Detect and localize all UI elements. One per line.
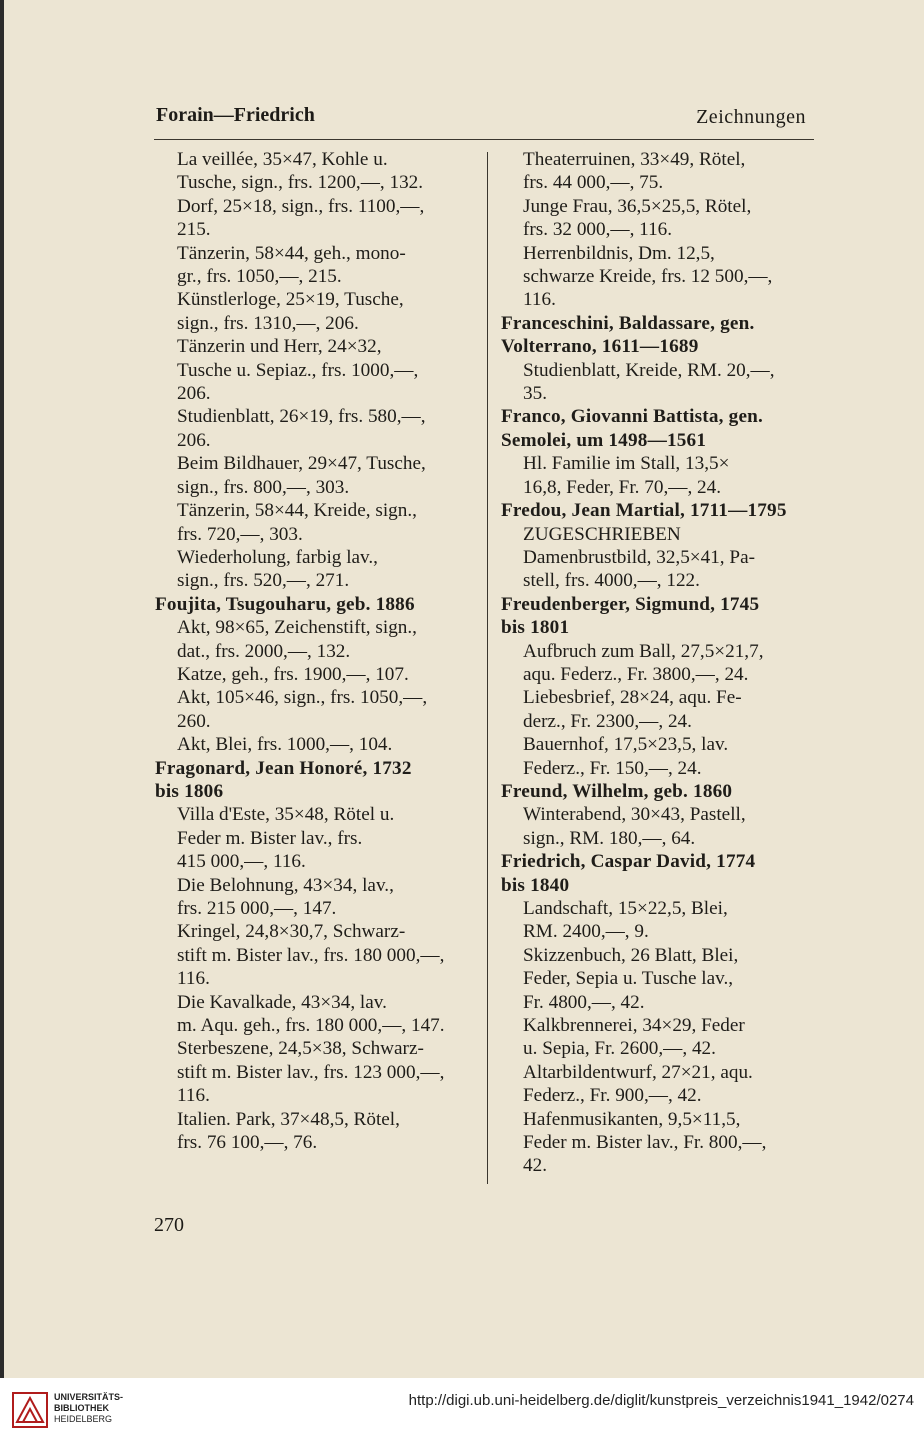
entry-line: Akt, 105×46, sign., frs. 1050,—, xyxy=(177,687,428,709)
entry-line: sign., frs. 1310,—, 206. xyxy=(177,312,359,334)
catalog-entry xyxy=(155,616,477,663)
entry-line: Akt, Blei, frs. 1000,—, 104. xyxy=(177,734,393,756)
catalog-entry xyxy=(155,920,477,990)
entry-line: Altarbildentwurf, 27×21, aqu. xyxy=(523,1061,753,1083)
entry-line: RM. 2400,—, 9. xyxy=(523,921,649,943)
entry-line: Feder m. Bister lav., frs. xyxy=(177,827,363,849)
entry-line: Freudenberger, Sigmund, 1745 xyxy=(501,593,760,615)
entry-line: Künstlerloge, 25×19, Tusche, xyxy=(177,289,404,311)
entry-line: Hl. Familie im Stall, 13,5× xyxy=(523,453,730,475)
library-name-line2: BIBLIOTHEK xyxy=(54,1403,109,1413)
entry-line: Junge Frau, 36,5×25,5, Rötel, xyxy=(523,195,752,217)
entry-line: Italien. Park, 37×48,5, Rötel, xyxy=(177,1108,400,1130)
entry-line: Tänzerin, 58×44, Kreide, sign., xyxy=(177,500,417,522)
artist-heading xyxy=(501,405,814,452)
catalog-entry xyxy=(155,991,477,1038)
entry-line: stift m. Bister lav., frs. 123 000,—, xyxy=(177,1061,445,1083)
entry-line: Tusche, sign., frs. 1200,—, 132. xyxy=(177,172,424,194)
library-name-line1: UNIVERSITÄTS- xyxy=(54,1392,124,1402)
entry-line: Feder, Sepia u. Tusche lav., xyxy=(523,968,734,990)
catalog-entry xyxy=(501,242,814,312)
entry-line: 116. xyxy=(177,968,210,990)
entry-line: Wiederholung, farbig lav., xyxy=(177,546,378,568)
entry-line: schwarze Kreide, frs. 12 500,—, xyxy=(523,266,773,288)
entry-line: Tänzerin und Herr, 24×32, xyxy=(177,336,382,358)
entry-line: Hafenmusikanten, 9,5×11,5, xyxy=(523,1108,741,1130)
entry-line: Akt, 98×65, Zeichenstift, sign., xyxy=(177,617,417,639)
catalog-entry xyxy=(155,874,477,921)
header-rule xyxy=(154,139,814,140)
catalog-entry xyxy=(155,405,477,452)
entry-line: Die Belohnung, 43×34, lav., xyxy=(177,874,394,896)
entry-line: Friedrich, Caspar David, 1774 xyxy=(501,851,756,873)
catalog-entry xyxy=(501,452,814,499)
catalog-entry xyxy=(155,335,477,405)
entry-line: Villa d'Este, 35×48, Rötel u. xyxy=(177,804,395,826)
catalog-entry xyxy=(155,242,477,289)
catalog-entry xyxy=(501,1108,814,1178)
entry-line: La veillée, 35×47, Kohle u. xyxy=(177,149,388,170)
entry-line: 35. xyxy=(523,383,547,405)
catalog-entry xyxy=(155,148,477,195)
entry-line: Fragonard, Jean Honoré, 1732 xyxy=(155,757,412,779)
catalog-entry xyxy=(155,546,477,593)
entry-line: Kringel, 24,8×30,7, Schwarz- xyxy=(177,921,406,943)
entry-line: ZUGESCHRIEBEN xyxy=(523,523,681,545)
entry-line: Studienblatt, Kreide, RM. 20,—, xyxy=(523,359,775,381)
entry-line: bis 1801 xyxy=(501,617,570,639)
catalog-entry xyxy=(501,803,814,850)
entry-line: Federz., Fr. 900,—, 42. xyxy=(523,1085,702,1107)
entry-line: sign., frs. 800,—, 303. xyxy=(177,476,350,498)
catalog-entry xyxy=(155,803,477,873)
entry-line: Kalkbrennerei, 34×29, Feder xyxy=(523,1015,745,1037)
entry-line: Foujita, Tsugouharu, geb. 1886 xyxy=(155,593,415,615)
column-divider xyxy=(487,152,488,1184)
entry-line: Dorf, 25×18, sign., frs. 1100,—, xyxy=(177,195,425,217)
catalog-entry xyxy=(155,1037,477,1107)
catalog-entry xyxy=(501,686,814,733)
catalog-entry xyxy=(155,195,477,242)
page-number: 270 xyxy=(154,1214,184,1236)
catalog-entry xyxy=(155,1108,477,1155)
entry-line: Federz., Fr. 150,—, 24. xyxy=(523,757,702,779)
catalog-entry xyxy=(155,288,477,335)
entry-line: gr., frs. 1050,—, 215. xyxy=(177,266,342,288)
entry-line: 215. xyxy=(177,219,211,241)
entry-line: Freund, Wilhelm, geb. 1860 xyxy=(501,780,733,802)
entry-line: Bauernhof, 17,5×23,5, lav. xyxy=(523,734,729,756)
entry-line: Franco, Giovanni Battista, gen. xyxy=(501,406,764,428)
entry-line: Beim Bildhauer, 29×47, Tusche, xyxy=(177,453,426,475)
entry-line: sign., frs. 520,—, 271. xyxy=(177,570,350,592)
entry-line: bis 1840 xyxy=(501,874,570,896)
entry-line: 116. xyxy=(523,289,556,311)
catalog-entry xyxy=(501,640,814,687)
entry-line: Feder m. Bister lav., Fr. 800,—, xyxy=(523,1132,767,1154)
entry-line: Semolei, um 1498—1561 xyxy=(501,429,707,451)
entry-line: 415 000,—, 116. xyxy=(177,851,306,873)
entry-line: stift m. Bister lav., frs. 180 000,—, xyxy=(177,944,445,966)
entry-line: 260. xyxy=(177,710,211,732)
entry-line: aqu. Federz., Fr. 3800,—, 24. xyxy=(523,663,749,685)
entry-line: Winterabend, 30×43, Pastell, xyxy=(523,804,746,826)
source-url[interactable]: http://digi.ub.uni-heidelberg.de/diglit/kunstpreis_verzeichnis1941_1942/0274 xyxy=(408,1392,914,1409)
running-header-names: Forain—Friedrich xyxy=(156,104,315,126)
entry-line: Fredou, Jean Martial, 1711—1795 xyxy=(501,500,787,522)
entry-line: 206. xyxy=(177,383,211,405)
entry-line: Aufbruch zum Ball, 27,5×21,7, xyxy=(523,640,764,662)
entry-line: Fr. 4800,—, 42. xyxy=(523,991,645,1013)
entry-line: Sterbeszene, 24,5×38, Schwarz- xyxy=(177,1038,424,1060)
catalog-entry xyxy=(501,148,814,195)
artist-heading xyxy=(155,757,477,804)
catalog-entry xyxy=(155,733,477,756)
entry-line: m. Aqu. geh., frs. 180 000,—, 147. xyxy=(177,1015,445,1037)
entry-line: Liebesbrief, 28×24, aqu. Fe- xyxy=(523,687,742,709)
entry-line: dat., frs. 2000,—, 132. xyxy=(177,640,351,662)
catalog-entry xyxy=(155,663,477,686)
entry-line: Studienblatt, 26×19, frs. 580,—, xyxy=(177,406,426,428)
entry-line: 16,8, Feder, Fr. 70,—, 24. xyxy=(523,476,722,498)
catalog-entry xyxy=(501,944,814,1014)
entry-line: Katze, geh., frs. 1900,—, 107. xyxy=(177,663,409,685)
entry-line: frs. 720,—, 303. xyxy=(177,523,303,545)
catalog-entry xyxy=(501,1014,814,1061)
catalog-entry xyxy=(501,546,814,593)
entry-line: Theaterruinen, 33×49, Rötel, xyxy=(523,149,746,170)
entry-line: sign., RM. 180,—, 64. xyxy=(523,827,696,849)
catalog-entry xyxy=(155,452,477,499)
entry-line: 206. xyxy=(177,429,211,451)
catalog-entry xyxy=(155,499,477,546)
entry-line: frs. 76 100,—, 76. xyxy=(177,1132,318,1154)
entry-line: Herrenbildnis, Dm. 12,5, xyxy=(523,242,715,264)
catalog-entry xyxy=(501,897,814,944)
entry-line: Die Kavalkade, 43×34, lav. xyxy=(177,991,387,1013)
entry-line: Damenbrustbild, 32,5×41, Pa- xyxy=(523,546,755,568)
library-name xyxy=(54,1392,123,1425)
artist-heading xyxy=(155,593,477,616)
library-name-line3: HEIDELBERG xyxy=(54,1414,113,1424)
footer-bar xyxy=(0,1378,924,1444)
catalog-entry xyxy=(501,733,814,780)
catalog-entry xyxy=(501,195,814,242)
catalog-entry xyxy=(501,359,814,406)
artist-heading xyxy=(501,850,814,897)
entry-line: 116. xyxy=(177,1085,210,1107)
entry-line: u. Sepia, Fr. 2600,—, 42. xyxy=(523,1038,716,1060)
entry-line: bis 1806 xyxy=(155,780,224,802)
running-header-section: Zeichnungen xyxy=(696,106,806,128)
entry-line: 42. xyxy=(523,1155,547,1177)
artist-heading xyxy=(501,780,814,803)
artist-heading xyxy=(501,593,814,640)
entry-line: Landschaft, 15×22,5, Blei, xyxy=(523,898,728,919)
entry-line: Tusche u. Sepiaz., frs. 1000,—, xyxy=(177,359,419,381)
right-column xyxy=(501,148,814,1178)
entry-line: frs. 44 000,—, 75. xyxy=(523,172,664,194)
entry-line: derz., Fr. 2300,—, 24. xyxy=(523,710,692,732)
entry-line: Franceschini, Baldassare, gen. xyxy=(501,312,755,334)
artist-heading xyxy=(501,499,814,522)
entry-line: frs. 32 000,—, 116. xyxy=(523,219,673,241)
catalog-entry xyxy=(501,523,814,546)
entry-line: frs. 215 000,—, 147. xyxy=(177,898,337,919)
left-column xyxy=(155,148,477,1154)
catalog-entry xyxy=(501,1061,814,1108)
entry-line: Skizzenbuch, 26 Blatt, Blei, xyxy=(523,944,739,966)
library-logo-icon xyxy=(12,1392,48,1428)
artist-heading xyxy=(501,312,814,359)
entry-line: Volterrano, 1611—1689 xyxy=(501,336,699,358)
entry-line: Tänzerin, 58×44, geh., mono- xyxy=(177,242,406,264)
entry-line: stell, frs. 4000,—, 122. xyxy=(523,570,700,592)
catalog-entry xyxy=(155,686,477,733)
